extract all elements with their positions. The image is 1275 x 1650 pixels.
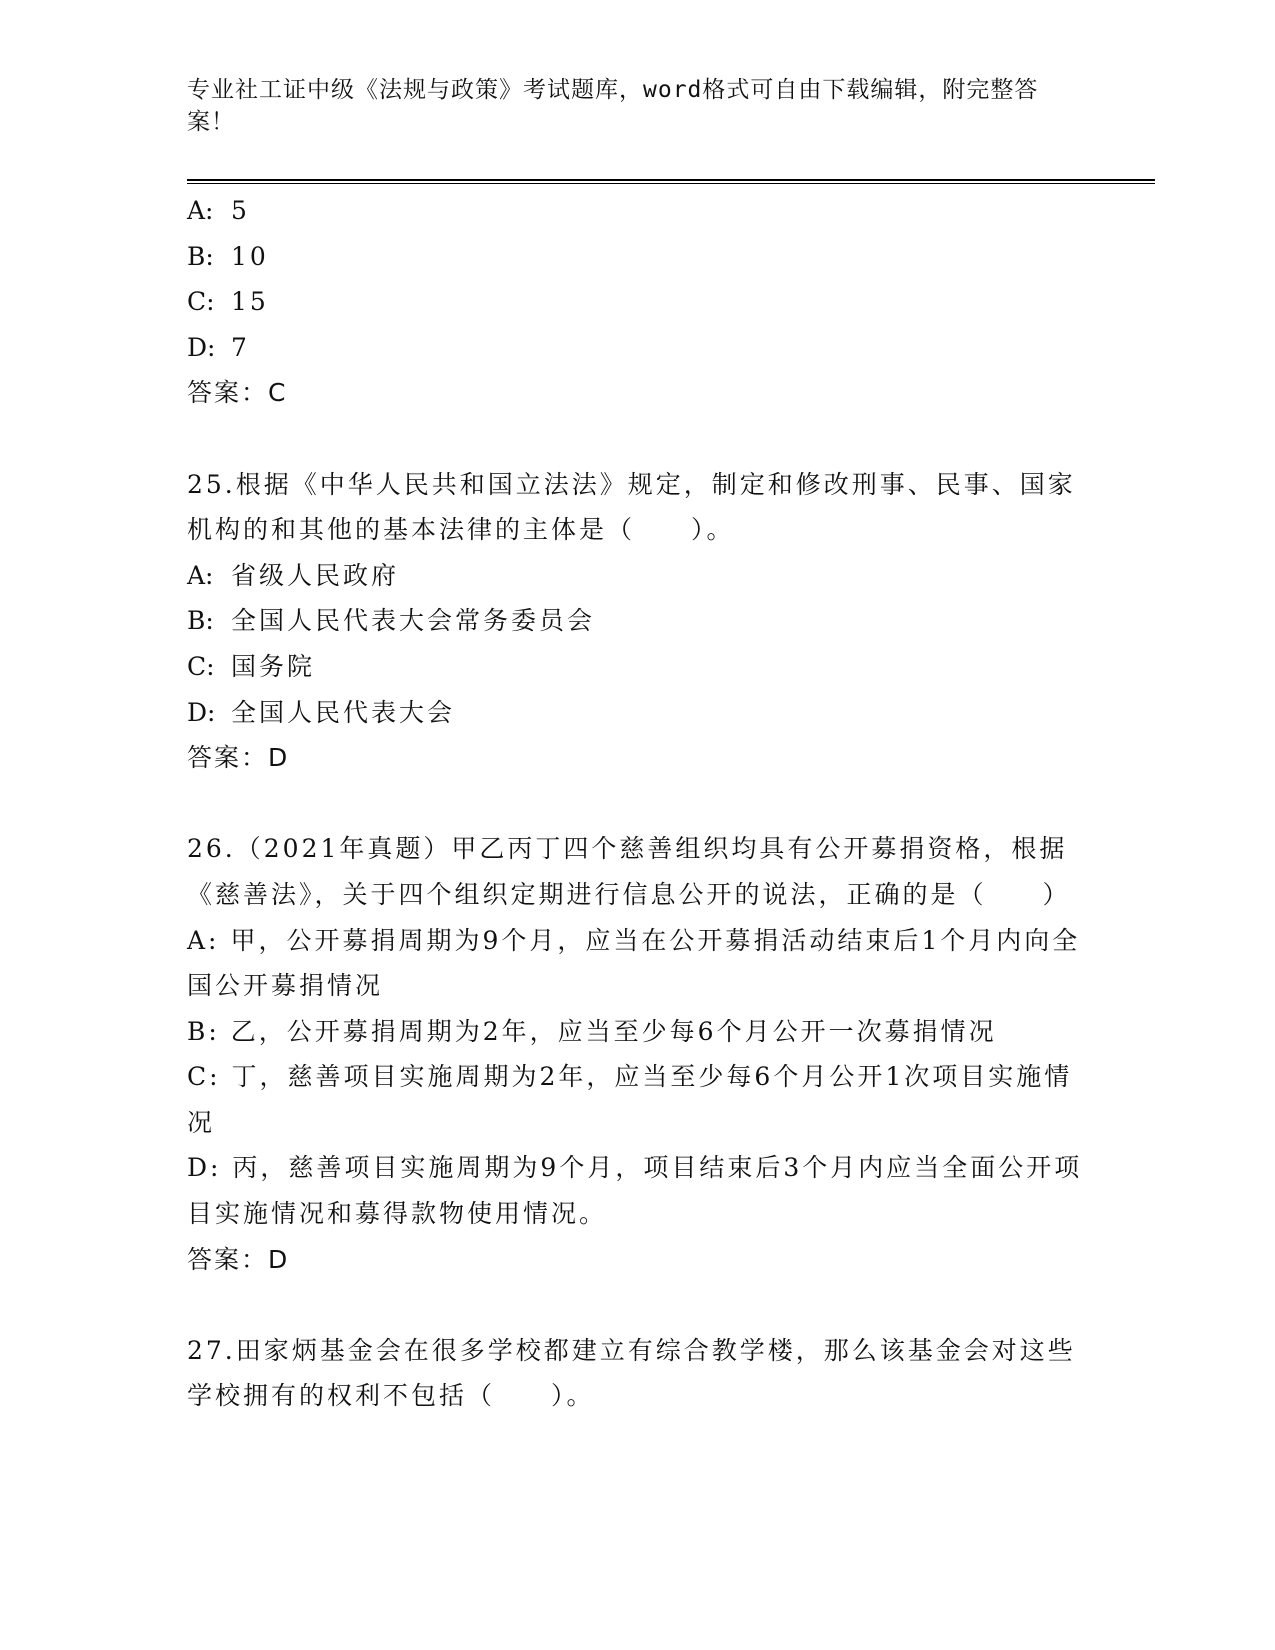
option-text: 5 <box>231 196 250 225</box>
option-text: 10 <box>231 241 269 271</box>
option-d <box>187 690 1087 736</box>
question-stem: 26.（2021年真题）甲乙丙丁四个慈善组织均具有公开募捐资格，根据《慈善法》，关于四个组织定期进行信息公开的说法，正确的是（ ） <box>187 834 1071 909</box>
spacer <box>187 1282 1087 1328</box>
option-text: 国务院 <box>231 651 316 681</box>
option-label: A: <box>187 560 214 590</box>
question-list <box>187 188 1087 1419</box>
option-text: 乙，公开募捐周期为2年，应当至少每6个月公开一次募捐情况 <box>230 1016 997 1046</box>
option-d <box>187 325 1087 371</box>
question-26 <box>187 826 1087 1282</box>
option-label: C: <box>187 287 215 317</box>
option-d <box>187 1145 1087 1236</box>
option-text: 甲，公开募捐周期为9个月，应当在公开募捐活动结束后1个月内向全国公开募捐情况 <box>187 925 1081 1001</box>
document-header: 专业社工证中级《法规与政策》考试题库，word格式可自由下载编辑，附完整答案！ <box>187 77 1039 135</box>
answer-line: 答案：D <box>187 1244 290 1274</box>
option-label: C: <box>187 651 215 681</box>
option-text: 全国人民代表大会常务委员会 <box>231 606 596 636</box>
option-label: D: <box>187 1153 222 1183</box>
option-a <box>187 188 1087 234</box>
option-label: A: <box>187 925 220 955</box>
option-text: 丁，慈善项目实施周期为2年，应当至少每6个月公开1次项目实施情况 <box>187 1062 1073 1137</box>
option-label: C: <box>187 1062 221 1092</box>
option-c <box>187 644 1087 690</box>
option-label: D: <box>187 332 216 362</box>
option-b <box>187 1009 1087 1055</box>
option-a <box>187 553 1087 599</box>
question-stem: 27.田家炳基金会在很多学校都建立有综合教学楼，那么该基金会对这些学校拥有的权利不包括（ ）。 <box>187 1335 1076 1411</box>
question-27 <box>187 1328 1087 1419</box>
option-label: D: <box>187 697 216 727</box>
option-label: B: <box>187 1016 220 1046</box>
option-label: A: <box>187 196 214 225</box>
option-b <box>187 234 1087 280</box>
option-c <box>187 1054 1087 1145</box>
question-25 <box>187 462 1087 781</box>
option-label: B: <box>187 606 214 636</box>
option-text: 丙，慈善项目实施周期为9个月，项目结束后3个月内应当全面公开项目实施情况和募得款物使用情况。 <box>187 1153 1083 1229</box>
option-b <box>187 598 1087 644</box>
spacer <box>187 416 1087 462</box>
spacer <box>187 781 1087 827</box>
header-rule-thick <box>187 179 1155 181</box>
option-c <box>187 279 1087 325</box>
answer-line: 答案：D <box>187 743 290 773</box>
option-text: 15 <box>231 287 269 317</box>
option-text: 全国人民代表大会 <box>231 697 456 727</box>
option-a <box>187 918 1087 1009</box>
header-rule-thin <box>187 183 1155 184</box>
option-label: B: <box>187 241 214 271</box>
option-text: 省级人民政府 <box>231 560 400 590</box>
option-text: 7 <box>231 332 250 362</box>
question-24 <box>187 188 1087 416</box>
question-stem: 25.根据《中华人民共和国立法法》规定，制定和修改刑事、民事、国家机构的和其他的基本法律的主体是（ ）。 <box>187 469 1076 545</box>
answer-line: 答案：C <box>187 378 288 408</box>
